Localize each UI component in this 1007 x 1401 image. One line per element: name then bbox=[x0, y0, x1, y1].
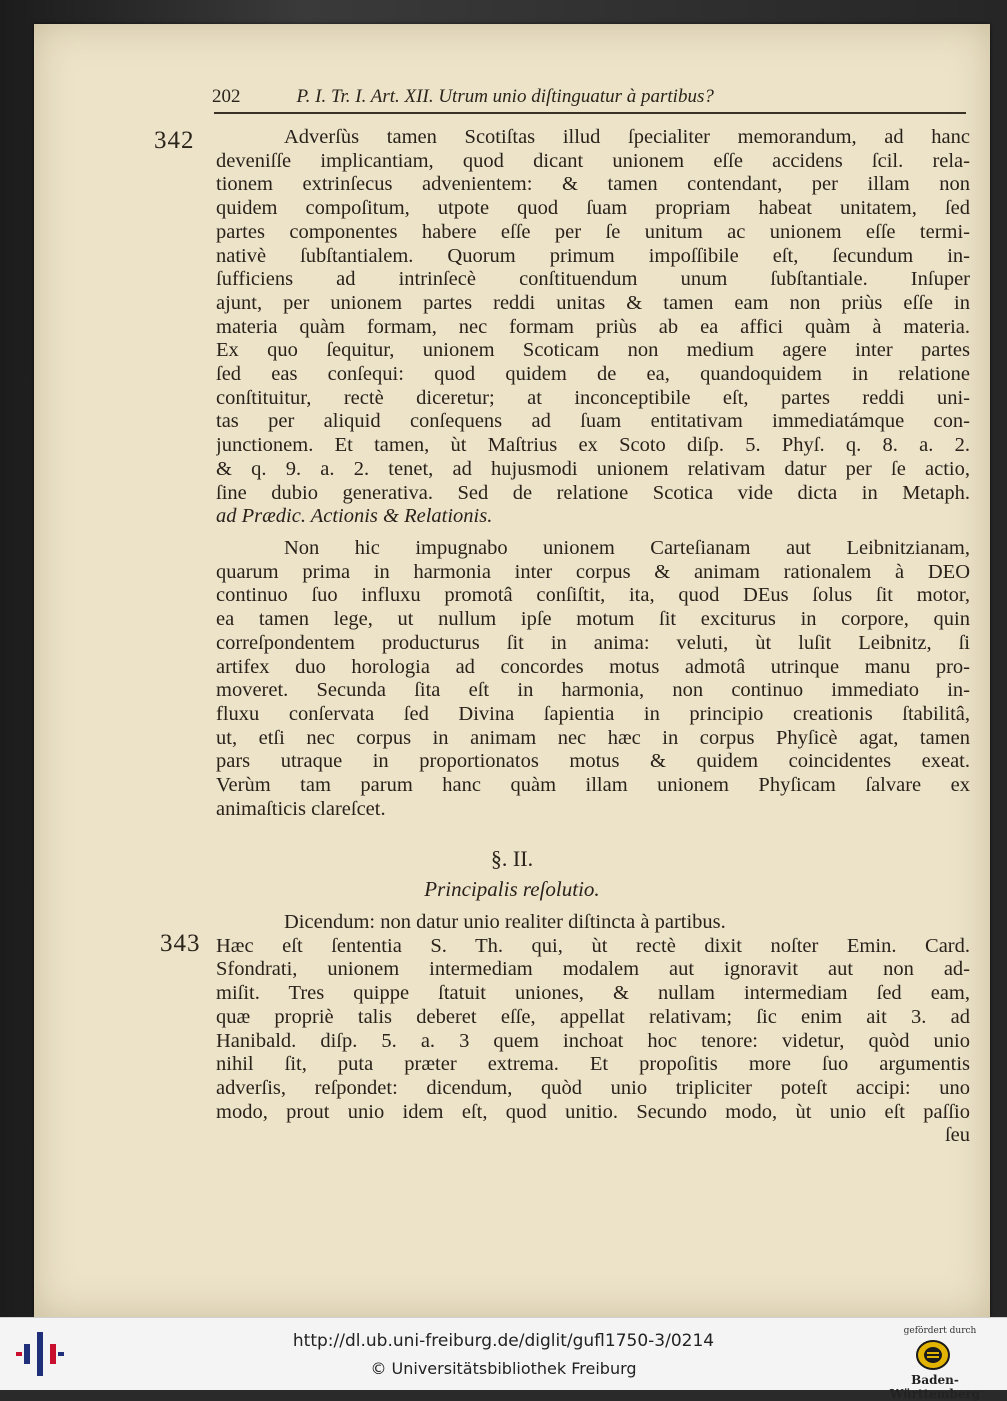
margin-number-343: 343 bbox=[160, 930, 201, 957]
text-line: Non hic impugnabo unionem Carteſianam aut Leibnitzianam, bbox=[284, 537, 970, 559]
text-line: ajunt, per unionem partes reddi unitas & tamen eam non priùs eſſe in bbox=[216, 291, 970, 314]
text-line: ut, etſi nec corpus in animam nec hæc in corpus Phyſicè agat, tamen bbox=[216, 726, 970, 749]
text-line: quæ propriè talis deberet eſſe, appellat relativam; ſic enim ait 3. ad bbox=[216, 1005, 970, 1028]
text-line: Hæc eſt ſententia S. Th. qui, ùt rectè dixit noſter Emin. Card. bbox=[216, 934, 970, 957]
text-line: quidem compoſitum, utpote quod ſuam propriam habeat unitatem, ſed bbox=[216, 197, 970, 220]
text-line: ad Prædic. Actionis & Relationis. bbox=[216, 505, 493, 528]
text-line: nativè ſubſtantialem. Quorum primum impoſſibile eſt, ſecundum in- bbox=[216, 244, 970, 267]
text-line: ſufficiens ad intrinſecè conſtituendum unum ſubſtantiale. Inſuper bbox=[216, 268, 970, 291]
text-line: quarum prima in harmonia inter corpus & animam rationalem à DEO bbox=[216, 560, 970, 583]
book-page bbox=[34, 24, 990, 1317]
text-line: ſine dubio generativa. Sed de relatione Scotica vide dicta in Metaph. bbox=[216, 481, 970, 504]
baden-wuerttemberg-seal-icon bbox=[916, 1340, 950, 1370]
text-line: fluxu conſervata ſed Divina ſapientia in principio creationis ſtabilitâ, bbox=[216, 702, 970, 725]
text-line: artifex duo horologia ad concordes motus admotâ utrinque manu pro- bbox=[216, 655, 970, 678]
text-line: Sfondrati, unionem intermediam modalem aut ignoravit aut non ad- bbox=[216, 958, 970, 981]
text-line: Dicendum: non datur unio realiter diſtincta à partibus. bbox=[284, 911, 726, 933]
viewer-footer bbox=[0, 1317, 1007, 1401]
page-number: 202 bbox=[212, 86, 241, 107]
text-line: tionem extrinſecus advenientem: & tamen contendant, per illam non bbox=[216, 173, 970, 196]
margin-number-342: 342 bbox=[154, 127, 195, 154]
text-line: pars utraque in proportionatos motus & quidem coincidentes exeat. bbox=[216, 750, 970, 773]
text-line: & q. 9. a. 2. tenet, ad hujusmodi unionem relativam datur per ſe actio, bbox=[216, 457, 970, 480]
text-line: conſtituitur, rectè diceretur; at inconceptibile eſt, partes reddi uni- bbox=[216, 386, 970, 409]
text-line: moveret. Secunda ſita eſt in harmonia, non continuo immediato in- bbox=[216, 679, 970, 702]
text-line: continuo ſuo influxu promotâ conſiſtit, ita, quod DEus ſolus ſit motor, bbox=[216, 584, 970, 607]
text-line: Hanibald. diſp. 5. a. 3 quem inchoat hoc tenore: videtur, quòd unio bbox=[216, 1029, 970, 1052]
text-line: tas per aliquid conſequens ad ſuam entitativam immediatámque con- bbox=[216, 410, 970, 433]
text-line: deveniſſe implicantiam, quod dicant unionem eſſe accidens ſcil. rela- bbox=[216, 149, 970, 172]
permalink-url[interactable]: http://dl.ub.uni-freiburg.de/diglit/gufl1750-3/0214 bbox=[292, 1331, 715, 1351]
header-rule bbox=[214, 112, 966, 114]
section-heading: §. II. bbox=[490, 846, 534, 871]
copyright-notice: © Universitätsbibliothek Freiburg bbox=[370, 1359, 637, 1378]
text-line: nihil ſit, puta præter extrema. Et propoſitis more ſuo argumentis bbox=[216, 1053, 970, 1076]
text-line: materia quàm formam, nec formam priùs ab ea affici quàm à materia. bbox=[216, 315, 970, 338]
sponsor-name: Baden-Württemberg bbox=[889, 1373, 981, 1401]
text-line: modo, prout unio idem eſt, quod unitio. Secundo modo, ùt unio eſt paſſio bbox=[216, 1100, 970, 1123]
text-line: Ex quo ſequitur, unionem Scoticam non medium agere inter partes bbox=[216, 339, 970, 362]
text-line: Verùm tam parum hanc quàm illam unionem Phyſicam ſalvare ex bbox=[216, 774, 970, 796]
text-line: junctionem. Et tamen, ùt Maſtrius ex Scoto diſp. 5. Phyſ. q. 8. a. 2. bbox=[216, 434, 970, 457]
text-line: animaſticis clareſcet. bbox=[216, 797, 386, 820]
text-line: miſit. Tres quippe ſtatuit uniones, & nullam intermediam ſed eam, bbox=[216, 982, 970, 1005]
text-line: correſpondentem producturus ſit in anima: veluti, ùt luſit Leibnitz, ſi bbox=[216, 631, 970, 654]
running-head bbox=[212, 86, 912, 108]
text-line: Adverſùs tamen Scotiſtas illud ſpecialiter memorandum, ad hanc bbox=[284, 126, 970, 148]
sponsor-label: gefördert durch bbox=[903, 1326, 977, 1336]
text-line: ſeu bbox=[944, 1124, 970, 1147]
text-line: ea tamen lege, ut nullum ipſe motum ſit exciturus in corpore, quin bbox=[216, 608, 970, 631]
text-line: partes componentes habere eſſe per ſe unitum ac unionem eſſe termi- bbox=[216, 220, 970, 243]
section-subtitle: Principalis reſolutio. bbox=[424, 877, 600, 901]
text-line: ſed eas conſequi: quod quidem de ea, quandoquidem in relatione bbox=[216, 363, 970, 385]
text-line: adverſis, reſpondet: dicendum, quòd unio tripliciter poteſt accipi: uno bbox=[216, 1076, 970, 1099]
running-head-title: P. I. Tr. I. Art. XII. Utrum unio diſtinguatur à partibus? bbox=[296, 86, 714, 107]
